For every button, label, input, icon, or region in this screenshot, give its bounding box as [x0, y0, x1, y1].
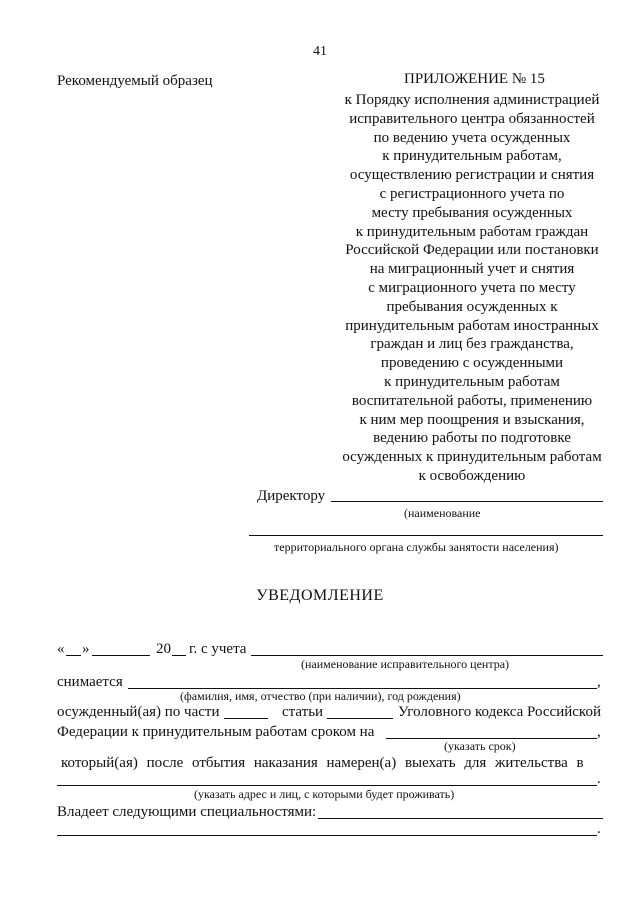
appendix-line: исправительного центра обязанностей: [349, 110, 595, 127]
appendix-line: к принудительным работам: [384, 373, 560, 390]
date-close-quote: »: [82, 641, 90, 657]
director-label: Директору: [257, 488, 326, 504]
territorial-body-field[interactable]: [249, 535, 603, 536]
address-hint: (указать адрес и лиц, с которыми будет проживать): [194, 787, 455, 801]
part-number-field[interactable]: [224, 718, 268, 719]
date-year-field[interactable]: [172, 655, 186, 656]
from-registry-label: г. с учета: [189, 641, 247, 657]
appendix-line: к принудительным работам граждан: [355, 223, 589, 240]
appendix-line: воспитательной работы, применению: [351, 392, 593, 409]
year-prefix: 20: [156, 641, 171, 657]
territorial-body-hint: территориального органа службы занятости населения): [274, 540, 559, 554]
appendix-line: с регистрационного учета по: [379, 185, 565, 202]
federation-term-label: Федерации к принудительным работам сроком на: [57, 724, 375, 740]
address-period: .: [597, 771, 601, 787]
appendix-line: принудительным работам иностранных: [345, 317, 599, 334]
correctional-center-hint: (наименование исправительного центра): [301, 657, 510, 671]
appendix-line: проведению с осужденными: [380, 355, 564, 372]
specialties-field-2[interactable]: [57, 835, 597, 836]
appendix-title: ПРИЛОЖЕНИЕ № 15: [404, 71, 545, 87]
removed-label: снимается: [57, 674, 123, 690]
criminal-code-label: Уголовного кодекса Российской: [398, 704, 601, 720]
article-number-field[interactable]: [327, 718, 393, 719]
term-hint: (указать срок): [444, 739, 516, 753]
convicted-part-label: осужденный(ая) по части: [57, 704, 220, 720]
page-number: 41: [313, 44, 327, 59]
date-open-quote: «: [57, 641, 65, 657]
appendix-line: к освобождению: [418, 467, 526, 484]
date-month-field[interactable]: [92, 655, 150, 656]
specialties-period: .: [597, 821, 601, 837]
correctional-center-field[interactable]: [251, 655, 603, 656]
after-serving-label: который(ая) после отбытия наказания намерен(а) выехать для жительства в: [61, 755, 584, 771]
appendix-line: осуществлению регистрации и снятия: [349, 167, 595, 184]
appendix-line: к принудительным работам,: [382, 148, 562, 165]
person-hint: (фамилия, имя, отчество (при наличии), год рождения): [180, 689, 461, 703]
appendix-line: ведению работы по подготовке: [373, 430, 571, 447]
appendix-line: к ним мер поощрения и взыскания,: [359, 411, 585, 428]
appendix-line: пребывания осужденных к: [386, 298, 558, 315]
term-comma: ,: [597, 724, 601, 740]
appendix-line: Российской Федерации или постановки: [345, 242, 599, 259]
appendix-line: на миграционный учет и снятия: [369, 261, 575, 278]
appendix-line: осужденных к принудительным работам: [342, 449, 602, 466]
appendix-description: [336, 91, 608, 486]
specialties-field-1[interactable]: [318, 818, 603, 819]
appendix-line: месту пребывания осужденных: [371, 204, 573, 221]
article-label: статьи: [282, 704, 324, 720]
appendix-line: граждан и лиц без гражданства,: [370, 336, 574, 353]
document-heading: УВЕДОМЛЕНИЕ: [256, 587, 384, 604]
appendix-line: к Порядку исполнения администрацией: [344, 92, 600, 108]
date-day-field[interactable]: [66, 655, 81, 656]
removed-comma: ,: [597, 674, 601, 690]
specialties-label: Владеет следующими специальностями:: [57, 804, 317, 820]
appendix-line: с миграционного учета по месту: [368, 279, 576, 296]
address-field[interactable]: [57, 785, 597, 786]
director-name-field[interactable]: [331, 501, 603, 502]
recommended-sample-label: Рекомендуемый образец: [57, 73, 213, 89]
appendix-line: по ведению учета осужденных: [373, 129, 571, 146]
director-hint-name: (наименование: [404, 506, 481, 520]
